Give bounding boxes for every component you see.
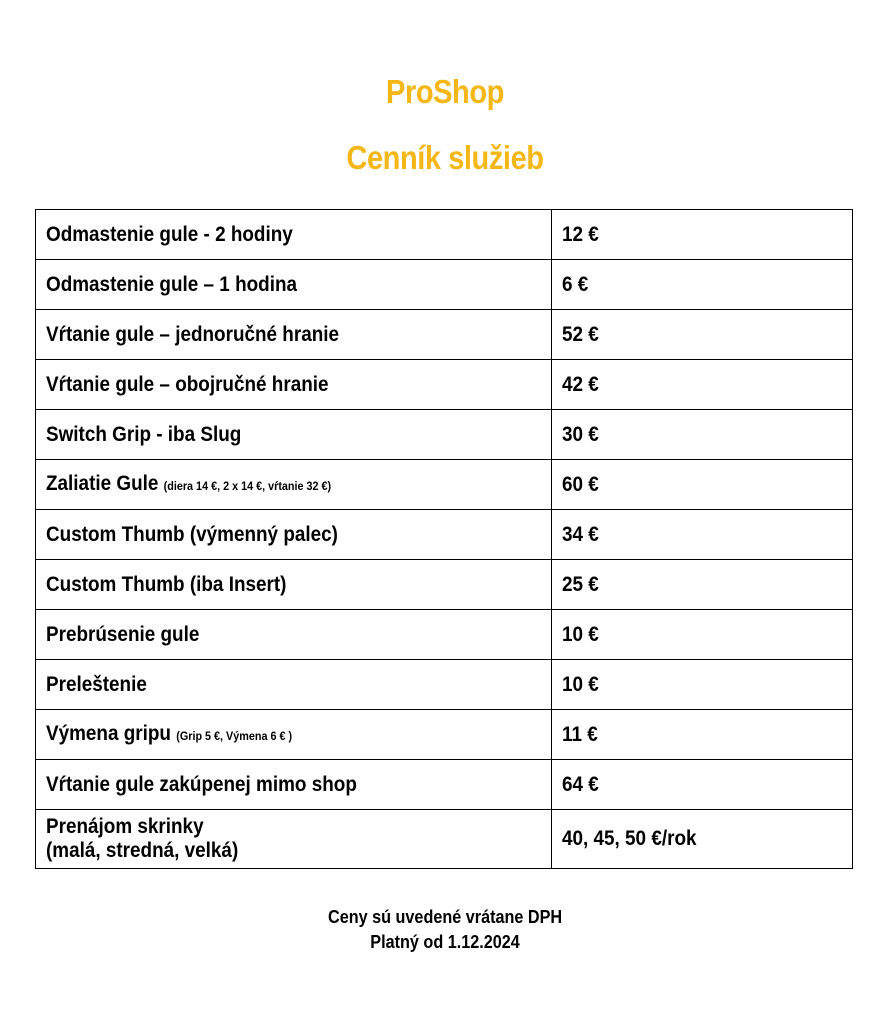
vat-note: Ceny sú uvedené vrátane DPH (327, 907, 563, 927)
shop-title: ProShop (386, 73, 504, 110)
service-name: Odmastenie gule – 1 hodina (36, 260, 552, 310)
table-row (36, 810, 853, 869)
service-price: 64 € (552, 760, 853, 810)
service-name: Vŕtanie gule – jednoručné hranie (36, 310, 552, 360)
service-price: 60 € (552, 460, 853, 510)
service-name: Vŕtanie gule – obojručné hranie (36, 360, 552, 410)
table-row (36, 510, 853, 560)
price-list-title: Cenník služieb (346, 139, 544, 176)
service-price: 40, 45, 50 €/rok (552, 810, 853, 869)
service-name: Vŕtanie gule zakúpenej mimo shop (36, 760, 552, 810)
service-name: Odmastenie gule - 2 hodiny (36, 210, 552, 260)
service-name: Custom Thumb (výmenný palec) (36, 510, 552, 560)
table-row (36, 560, 853, 610)
table-row (36, 310, 853, 360)
service-note: (diera 14 €, 2 x 14 €, vŕtanie 32 €) (163, 478, 332, 493)
service-price: 34 € (552, 510, 853, 560)
service-price: 25 € (552, 560, 853, 610)
service-price: 42 € (552, 360, 853, 410)
service-price: 30 € (552, 410, 853, 460)
service-price: 10 € (552, 610, 853, 660)
table-row (36, 660, 853, 710)
service-name: Prebrúsenie gule (36, 610, 552, 660)
service-name: Výmena gripu (Grip 5 €, Výmena 6 € ) (36, 710, 552, 760)
table-row (36, 360, 853, 410)
service-name: Custom Thumb (iba Insert) (36, 560, 552, 610)
service-name: Preleštenie (36, 660, 552, 710)
table-row (36, 460, 853, 510)
table-row (36, 410, 853, 460)
table-row (36, 260, 853, 310)
service-note: (Grip 5 €, Výmena 6 € ) (176, 728, 293, 743)
service-price: 6 € (552, 260, 853, 310)
service-price: 52 € (552, 310, 853, 360)
service-name: Prenájom skrinky (malá, stredná, velká) (36, 810, 552, 869)
service-price: 12 € (552, 210, 853, 260)
price-table (35, 209, 853, 869)
service-price: 11 € (552, 710, 853, 760)
table-row (36, 210, 853, 260)
service-name: Switch Grip - iba Slug (36, 410, 552, 460)
valid-from: Platný od 1.12.2024 (370, 932, 520, 952)
table-row (36, 610, 853, 660)
service-price: 10 € (552, 660, 853, 710)
table-row (36, 760, 853, 810)
table-row (36, 710, 853, 760)
service-name: Zaliatie Gule (diera 14 €, 2 x 14 €, vŕtanie 32 €) (36, 460, 552, 510)
